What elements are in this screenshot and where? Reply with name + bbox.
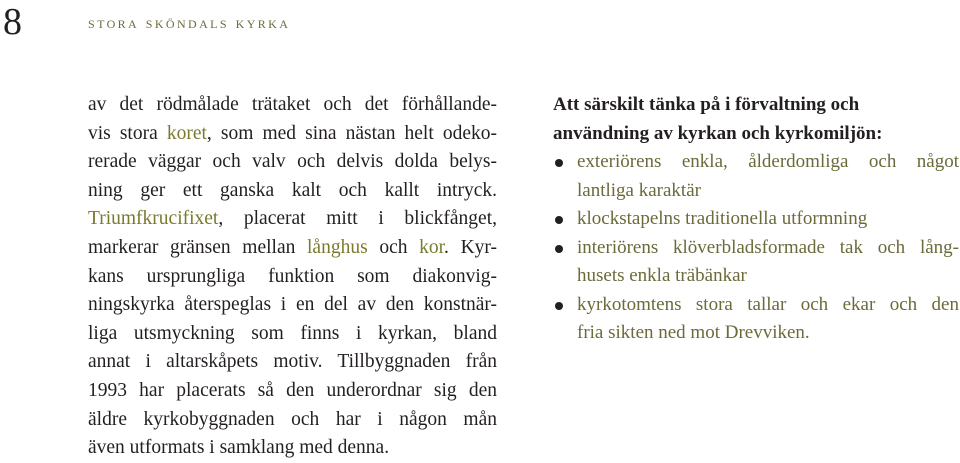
body-line: [88, 177, 497, 206]
glossary-term: kor: [419, 236, 445, 258]
body-line: [88, 120, 497, 149]
body-line: [88, 205, 497, 234]
bullet-item: [553, 234, 959, 291]
body-line: [88, 234, 497, 263]
bullet-dot-icon: [555, 302, 563, 310]
body-line: [88, 377, 497, 406]
bullet-line: fria sikten ned mot Drevviken.: [577, 322, 810, 343]
body-text-run: äldre kyrkobyggnaden och har i någon mån: [88, 408, 497, 430]
body-text-run: ningskyrka återspeglas i en del av den konstnär-: [88, 294, 497, 316]
bullet-line: kyrkotomtens stora tallar och ekar och den: [577, 293, 959, 315]
body-text-run: liga utsmyckning som finns i kyrkan, bland: [88, 322, 497, 344]
body-text-run: annat i altarskåpets motiv. Tillbyggnaden från: [88, 351, 497, 373]
body-text-run: ning ger ett ganska kalt och kallt intryck.: [88, 179, 497, 201]
bullet-line: exteriörens enkla, ålderdomliga och något: [577, 151, 959, 172]
bullet-line: klockstapelns traditionella utformning: [577, 208, 868, 229]
body-text-run: 1993 har placerats så den underordnar sig den: [88, 379, 497, 401]
bullet-line: interiörens klöverbladsformade tak och lång-: [577, 236, 959, 258]
bullet-dot-icon: [555, 159, 563, 167]
body-line: [88, 291, 497, 320]
body-line: [88, 148, 497, 177]
sidebar-heading-line: användning av kyrkan och kyrkomiljön:: [553, 122, 883, 144]
body-text-run: kans ursprungliga funktion som diakonvig-: [88, 265, 497, 287]
body-line: [88, 320, 497, 349]
body-line: [88, 91, 497, 120]
body-text-run: rerade väggar och valv och delvis dolda belys-: [88, 151, 497, 173]
glossary-term: långhus: [307, 236, 368, 258]
bullet-line: lantliga karaktär: [577, 179, 701, 201]
body-line: [88, 263, 497, 292]
bullet-line: husets enkla träbänkar: [577, 265, 747, 286]
body-text-run: markerar gränsen mellan: [88, 236, 307, 258]
bullet-dot-icon: [555, 216, 563, 224]
sidebar-box: [553, 91, 959, 348]
body-line: [88, 406, 497, 435]
body-text-run: vis stora: [88, 122, 167, 144]
glossary-term: koret: [166, 122, 207, 144]
bullet-dot-icon: [555, 245, 563, 253]
bullet-item: [553, 148, 959, 205]
body-text-run: , som med sina nästan helt odeko-: [206, 122, 497, 144]
body-text-run: även utformats i samklang med denna.: [88, 437, 390, 459]
bullet-item: [553, 205, 959, 234]
bullet-list: [553, 148, 959, 348]
sidebar-heading-line: Att särskilt tänka på i förvaltning och: [553, 94, 860, 115]
body-text-run: och: [367, 236, 420, 258]
sidebar-heading: [553, 91, 959, 148]
body-text-run: av det rödmålade trätaket och det förhållande-: [88, 94, 497, 115]
body-text-run: , placerat mitt i blickfånget,: [218, 208, 497, 230]
body-line: [88, 434, 497, 463]
page-number: 8: [3, 1, 22, 43]
body-line: [88, 348, 497, 377]
body-text-run: . Kyr-: [444, 236, 497, 258]
body-text: [88, 91, 497, 463]
bullet-item: [553, 291, 959, 348]
glossary-term: Triumfkrucifixet: [88, 208, 219, 230]
running-head: stora sköndals kyrka: [88, 13, 291, 32]
